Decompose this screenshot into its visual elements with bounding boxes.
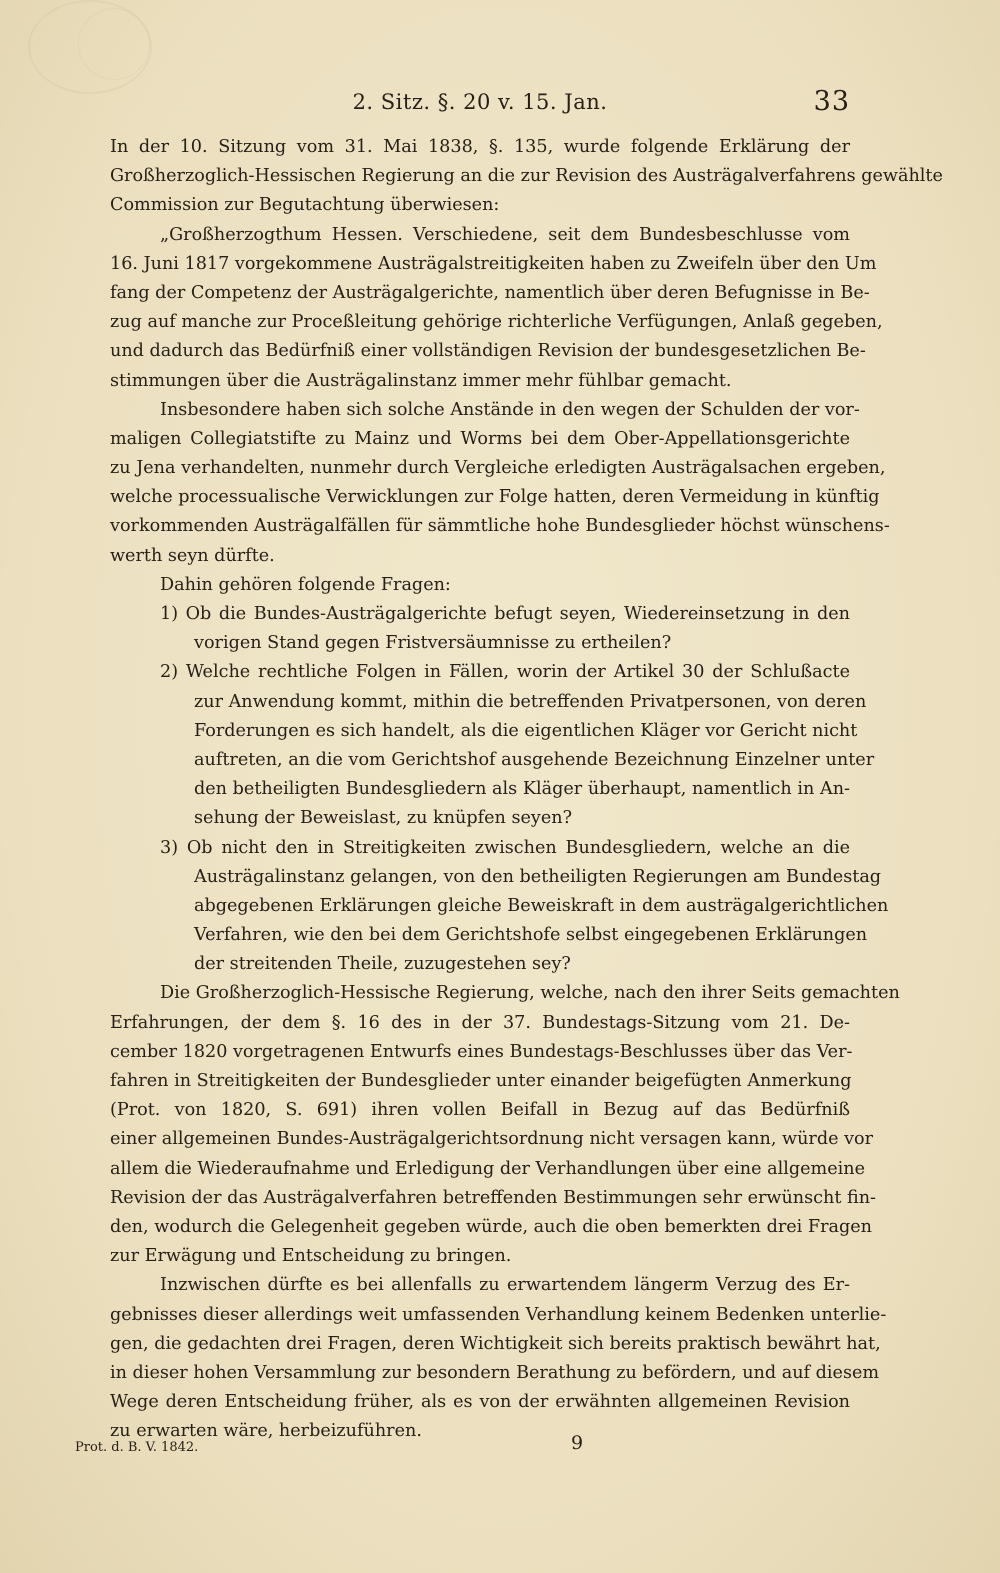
text-line: 16. Juni 1817 vorgekommene Austrägalstreitigkeiten haben zu Zweifeln über den Um xyxy=(110,253,877,274)
text-line: In der 10. Sitzung vom 31. Mai 1838, §. 135, wurde folgende Erklärung der xyxy=(110,137,850,157)
text-line: Erfahrungen, der dem §. 16 des in der 37. Bundestags-Sitzung vom 21. De- xyxy=(110,1012,850,1033)
text-line: zug auf manche zur Proceßleitung gehörige richterliche Verfügungen, Anlaß gegeben, xyxy=(110,312,883,333)
text-line: zur Erwägung und Entscheidung zu bringen. xyxy=(110,1246,512,1267)
text-line: „Großherzogthum Hessen. Verschiedene, seit dem Bundesbeschlusse vom xyxy=(160,224,850,245)
signature-mark: 9 xyxy=(571,1432,584,1454)
text-line: den, wodurch die Gelegenheit gegeben würde, auch die oben bemerkten drei Fragen xyxy=(110,1216,873,1237)
text-line: gebnisses dieser allerdings weit umfassenden Verhandlung keinem Bedenken unterlie- xyxy=(110,1304,887,1325)
text-line: zu erwarten wäre, herbeizuführen. xyxy=(110,1421,422,1442)
text-line: in dieser hohen Versammlung zur besondern Berathung zu befördern, und auf diesem xyxy=(110,1362,880,1383)
text-line: zur Anwendung kommt, mithin die betreffenden Privatpersonen, von deren xyxy=(194,691,867,712)
text-line: (Prot. von 1820, S. 691) ihren vollen Beifall in Bezug auf das Bedürfniß xyxy=(110,1100,850,1121)
text-line: Wege deren Entscheidung früher, als es von der erwähnten allgemeinen Revision xyxy=(110,1392,850,1413)
text-line: fahren in Streitigkeiten der Bundesglieder unter einander beigefügten Anmerkung xyxy=(110,1071,852,1091)
text-line: stimmungen über die Austrägalinstanz immer mehr fühlbar gemacht. xyxy=(110,370,732,391)
text-line: 2) Welche rechtliche Folgen in Fällen, worin der Artikel 30 der Schlußacte xyxy=(160,662,850,683)
text-line: cember 1820 vorgetragenen Entwurfs eines Bundestags-Beschlusses über das Ver- xyxy=(110,1041,853,1062)
text-line: den betheiligten Bundesgliedern als Kläger überhaupt, namentlich in An- xyxy=(194,779,850,800)
text-line: welche processualische Verwicklungen zur Folge hatten, deren Vermeidung in künftig xyxy=(110,487,880,508)
body-text xyxy=(110,133,943,1446)
text-line: Verfahren, wie den bei dem Gerichtshofe selbst eingegebenen Erklärungen xyxy=(194,925,868,946)
text-line: fang der Competenz der Austrägalgerichte, namentlich über deren Befugnisse in Be- xyxy=(110,282,870,303)
text-line: und dadurch das Bedürfniß einer vollständigen Revision der bundesgesetzlichen Be- xyxy=(110,341,866,362)
text-line: Die Großherzoglich-Hessische Regierung, welche, nach den ihrer Seits gemachten xyxy=(160,983,900,1004)
footer-note: Prot. d. B. V. 1842. xyxy=(75,1440,199,1455)
text-line: 3) Ob nicht den in Streitigkeiten zwischen Bundesgliedern, welche an die xyxy=(160,837,850,858)
text-line: Inzwischen dürfte es bei allenfalls zu erwartendem längerm Verzug des Er- xyxy=(160,1275,850,1296)
text-line: sehung der Beweislast, zu knüpfen seyen? xyxy=(194,808,573,829)
text-line: vorigen Stand gegen Fristversäumnisse zu ertheilen? xyxy=(194,633,672,654)
running-head: 2. Sitz. §. 20 v. 15. Jan. xyxy=(352,90,608,114)
text-line: der streitenden Theile, zuzugestehen sey? xyxy=(194,954,571,975)
text-line: vorkommenden Austrägalfällen für sämmtliche hohe Bundesglieder höchst wünschens- xyxy=(110,516,890,537)
text-line: gen, die gedachten drei Fragen, deren Wichtigkeit sich bereits praktisch bewährt hat, xyxy=(110,1333,881,1354)
text-line: Commission zur Begutachtung überwiesen: xyxy=(110,195,500,216)
page-footer xyxy=(75,1432,850,1462)
page-header xyxy=(110,86,850,126)
text-line: abgegebenen Erklärungen gleiche Beweiskraft in dem austrägalgerichtlichen xyxy=(194,895,889,916)
library-stamp-seal xyxy=(78,8,150,80)
text-line: zu Jena verhandelten, nunmehr durch Vergleiche erledigten Austrägalsachen ergeben, xyxy=(110,458,886,479)
text-line: Großherzoglich-Hessischen Regierung an die zur Revision des Austrägalverfahrens gewählte xyxy=(110,166,943,187)
text-line: Dahin gehören folgende Fragen: xyxy=(160,574,451,595)
library-stamp xyxy=(28,0,152,94)
text-line: maligen Collegiatstifte zu Mainz und Worms bei dem Ober-Appellationsgerichte xyxy=(110,428,850,449)
text-line: Revision der das Austrägalverfahren betreffenden Bestimmungen sehr erwünscht fin- xyxy=(110,1187,877,1208)
page-number: 33 xyxy=(813,86,850,117)
text-line: Forderungen es sich handelt, als die eigentlichen Kläger vor Gericht nicht xyxy=(194,720,858,741)
text-line: allem die Wiederaufnahme und Erledigung der Verhandlungen über eine allgemeine xyxy=(110,1158,866,1179)
text-line: auftreten, an die vom Gerichtshof ausgehende Bezeichnung Einzelner unter xyxy=(194,749,875,770)
text-line: 1) Ob die Bundes-Austrägalgerichte befugt seyen, Wiedereinsetzung in den xyxy=(160,604,850,624)
text-line: Insbesondere haben sich solche Anstände in den wegen der Schulden der vor- xyxy=(160,399,860,420)
text-line: werth seyn dürfte. xyxy=(110,545,275,566)
text-line: einer allgemeinen Bundes-Austrägalgerichtsordnung nicht versagen kann, würde vor xyxy=(110,1129,874,1150)
text-line: Austrägalinstanz gelangen, von den betheiligten Regierungen am Bundestag xyxy=(194,866,882,887)
